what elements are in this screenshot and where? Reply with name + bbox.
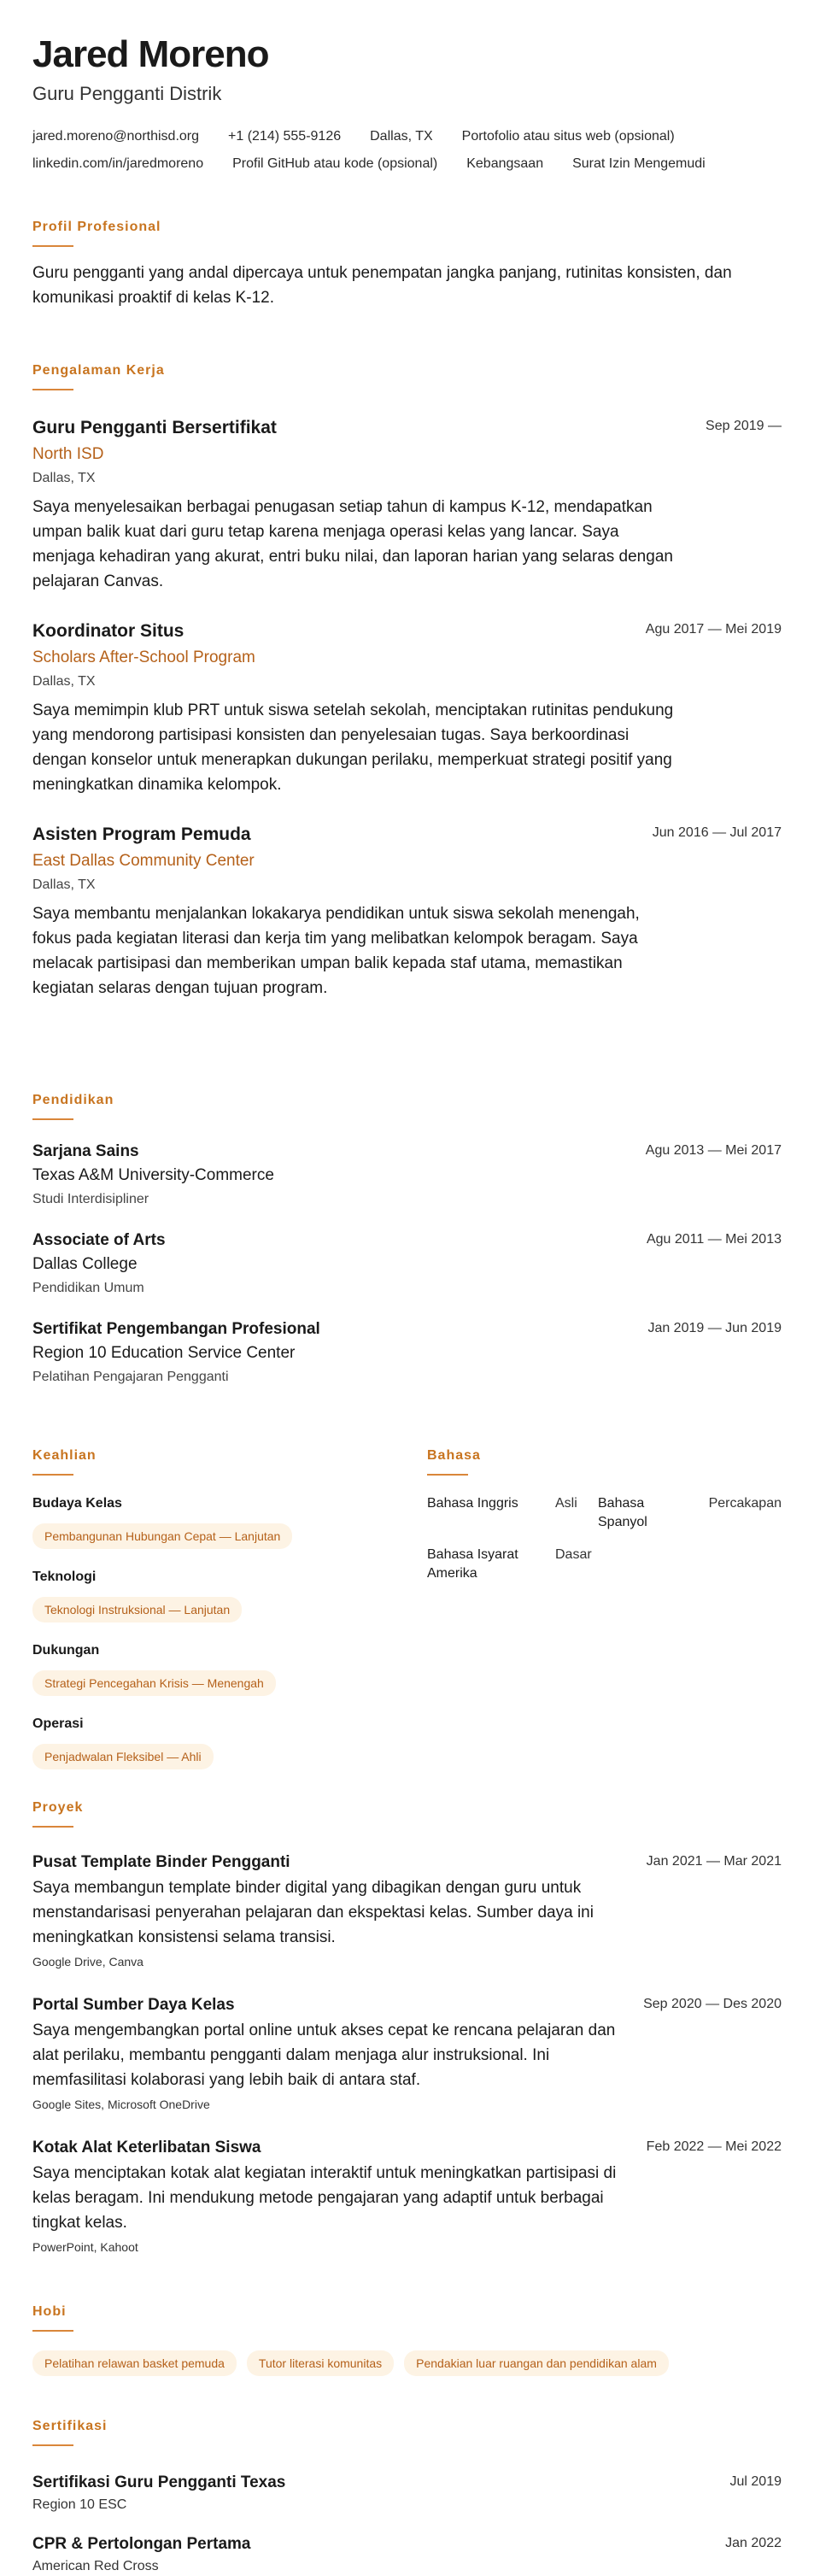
contact-github[interactable]: Profil GitHub atau kode (opsional) — [232, 156, 438, 171]
education-section — [32, 1091, 782, 1387]
skill-category: Budaya Kelas — [32, 1496, 122, 1511]
section-divider — [32, 1826, 73, 1828]
skill-chip: Penjadwalan Fleksibel — Ahli — [32, 1744, 214, 1769]
section-title: Bahasa — [427, 1448, 481, 1463]
job-location: Dallas, TX — [32, 471, 96, 485]
job-location: Dallas, TX — [32, 877, 96, 892]
skill-group — [32, 1568, 427, 1622]
skill-group — [32, 1715, 427, 1769]
hobby-list — [32, 2350, 782, 2376]
project-dates: Jan 2021 — Mar 2021 — [646, 1854, 782, 1869]
skill-chip: Strategi Pencegahan Krisis — Menengah — [32, 1670, 276, 1696]
education-degree: Sertifikat Pengembangan Profesional — [32, 1320, 320, 1338]
project-name: Pusat Template Binder Pengganti — [32, 1853, 290, 1871]
job-description: Saya memimpin klub PRT untuk siswa setelah sekolah, menciptakan rutinitas pendukung yang mendorong partisipasi konsisten dan penyelesaian tugas. Saya berkoordinasi dengan konselor untuk menerapkan dukungan perilaku, memperkuat strategi positif yang meningkatkan dinamika kelompok. — [32, 701, 674, 794]
languages-section — [427, 1446, 782, 1769]
certification-entry — [32, 2472, 782, 2514]
section-title: Sertifikasi — [32, 2419, 108, 2433]
education-dates: Agu 2013 — Mei 2017 — [645, 1143, 782, 1158]
section-title: Proyek — [32, 1800, 84, 1815]
project-entry — [32, 1994, 782, 2113]
language-name: Bahasa Isyarat Amerika — [427, 1547, 518, 1581]
hobbies-section — [32, 2303, 782, 2376]
education-dates: Agu 2011 — Mei 2013 — [646, 1232, 782, 1247]
job-entry — [32, 619, 782, 797]
contact-email[interactable]: jared.moreno@northisd.org — [32, 129, 200, 144]
skill-chip: Teknologi Instruksional — Lanjutan — [32, 1597, 242, 1622]
job-company: Scholars After-School Program — [32, 648, 255, 666]
skill-category: Dukungan — [32, 1643, 100, 1658]
education-field: Pendidikan Umum — [32, 1281, 144, 1295]
section-divider — [32, 1118, 73, 1120]
contact-linkedin[interactable]: linkedin.com/in/jaredmoreno — [32, 156, 204, 171]
contact-location: Dallas, TX — [370, 129, 433, 144]
project-dates: Feb 2022 — Mei 2022 — [646, 2139, 782, 2154]
section-divider — [32, 245, 73, 247]
education-degree: Associate of Arts — [32, 1231, 166, 1249]
certification-issuer: Region 10 ESC — [32, 2497, 127, 2512]
job-dates: Agu 2017 — Mei 2019 — [645, 622, 782, 637]
section-divider — [32, 389, 73, 390]
skills-section — [32, 1446, 427, 1769]
section-title: Keahlian — [32, 1448, 97, 1463]
project-entry — [32, 1851, 782, 1970]
job-dates: Jun 2016 — Jul 2017 — [652, 825, 782, 840]
certification-entry — [32, 2533, 782, 2576]
education-dates: Jan 2019 — Jun 2019 — [647, 1321, 782, 1335]
job-title: Koordinator Situs — [32, 621, 184, 641]
skill-category: Operasi — [32, 1716, 84, 1731]
hobby-chip: Pendakian luar ruangan dan pendidikan alam — [404, 2350, 669, 2376]
section-divider — [427, 1474, 468, 1476]
job-entry — [32, 823, 782, 1000]
project-description: Saya menciptakan kotak alat kegiatan interaktif untuk meningkatkan partisipasi di kelas beragam. Ini mendukung metode pengajaran yang adaptif untuk berbagai tingkat kelas. — [32, 2164, 617, 2232]
section-divider — [32, 1474, 73, 1476]
contact-phone[interactable]: +1 (214) 555-9126 — [228, 129, 342, 144]
summary-section — [32, 218, 782, 310]
section-title: Pengalaman Kerja — [32, 363, 165, 378]
resume-header — [32, 32, 782, 174]
language-name: Bahasa Inggris — [427, 1496, 518, 1511]
education-entry — [32, 1318, 782, 1387]
job-title: Asisten Program Pemuda — [32, 824, 251, 844]
job-company: North ISD — [32, 445, 104, 463]
language-level: Percakapan — [708, 1496, 782, 1511]
job-location: Dallas, TX — [32, 674, 96, 689]
project-dates: Sep 2020 — Des 2020 — [643, 1997, 782, 2011]
language-list — [427, 1494, 782, 1583]
hobby-chip: Pelatihan relawan basket pemuda — [32, 2350, 237, 2376]
skill-group — [32, 1494, 427, 1549]
education-school: Region 10 Education Service Center — [32, 1344, 296, 1362]
certification-issuer: American Red Cross — [32, 2559, 159, 2573]
certification-date: Jan 2022 — [725, 2536, 782, 2550]
certification-name: Sertifikasi Guru Pengganti Texas — [32, 2473, 286, 2491]
certification-date: Jul 2019 — [729, 2474, 782, 2489]
hobby-chip: Tutor literasi komunitas — [247, 2350, 394, 2376]
education-school: Dallas College — [32, 1255, 138, 1273]
contact-license: Surat Izin Mengemudi — [572, 156, 706, 171]
education-degree: Sarjana Sains — [32, 1142, 139, 1160]
skill-group — [32, 1641, 427, 1696]
education-field: Studi Interdisipliner — [32, 1192, 149, 1206]
candidate-name: Jared Moreno — [32, 33, 269, 75]
section-divider — [32, 2444, 73, 2446]
language-name: Bahasa Spanyol — [598, 1496, 647, 1529]
skills-languages-row — [32, 1446, 782, 1769]
section-divider — [32, 2330, 73, 2332]
education-entry — [32, 1229, 782, 1298]
section-title: Pendidikan — [32, 1093, 114, 1107]
section-title: Profil Profesional — [32, 220, 161, 234]
job-description: Saya menyelesaikan berbagai penugasan setiap tahun di kampus K-12, mendapatkan umpan balik kuat dari guru tetap karena menjaga operasi kelas yang lancar. Saya menjaga kehadiran yang akurat, entri buku nilai, dan laporan harian yang selaras dengan pelajaran Canvas. — [32, 498, 673, 590]
project-tech: Google Drive, Canva — [32, 1955, 143, 1969]
job-entry — [32, 416, 782, 594]
contact-portfolio[interactable]: Portofolio atau situs web (opsional) — [461, 129, 675, 144]
skill-category: Teknologi — [32, 1570, 97, 1584]
language-level: Dasar — [555, 1547, 592, 1562]
project-tech: PowerPoint, Kahoot — [32, 2240, 138, 2254]
projects-section — [32, 1799, 782, 2256]
language-level: Asli — [555, 1496, 577, 1511]
job-description: Saya membantu menjalankan lokakarya pendidikan untuk siswa sekolah menengah, fokus pada kegiatan literasi dan kerja tim yang melibatkan kelompok beragam. Saya melacak partisipasi dan memberikan umpan balik kepada staf utama, memastikan kegiatan selaras dengan tujuan program. — [32, 905, 640, 997]
skill-chip: Pembangunan Hubungan Cepat — Lanjutan — [32, 1523, 292, 1549]
project-description: Saya membangun template binder digital yang dibagikan dengan guru untuk menstandarisasi penyerahan pelajaran dan ekspektasi kelas. Sumber daya ini meningkatkan konsistensi selama transisi. — [32, 1879, 594, 1946]
project-description: Saya mengembangkan portal online untuk akses cepat ke rencana pelajaran dan alat perilaku, membantu pengganti dalam menjaga alur instruksional. Ini memfasilitasi kolaborasi yang lebih baik di antara staf. — [32, 2021, 616, 2089]
job-dates: Sep 2019 — — [706, 419, 782, 433]
education-field: Pelatihan Pengajaran Pengganti — [32, 1370, 229, 1384]
education-school: Texas A&M University-Commerce — [32, 1166, 274, 1184]
experience-section — [32, 361, 782, 1000]
project-entry — [32, 2137, 782, 2256]
summary-text: Guru pengganti yang andal dipercaya untuk penempatan jangka panjang, rutinitas konsisten, dan komunikasi proaktif di kelas K-12. — [32, 264, 732, 307]
section-title: Hobi — [32, 2304, 67, 2319]
project-tech: Google Sites, Microsoft OneDrive — [32, 2098, 210, 2111]
job-title: Guru Pengganti Bersertifikat — [32, 418, 277, 437]
certification-name: CPR & Pertolongan Pertama — [32, 2535, 251, 2553]
project-name: Kotak Alat Keterlibatan Siswa — [32, 2139, 261, 2156]
job-company: East Dallas Community Center — [32, 852, 255, 870]
certifications-section — [32, 2417, 782, 2576]
project-name: Portal Sumber Daya Kelas — [32, 1996, 235, 2014]
candidate-headline: Guru Pengganti Distrik — [32, 83, 222, 104]
education-entry — [32, 1141, 782, 1209]
contact-nationality: Kebangsaan — [466, 156, 544, 171]
contact-list — [32, 126, 782, 174]
